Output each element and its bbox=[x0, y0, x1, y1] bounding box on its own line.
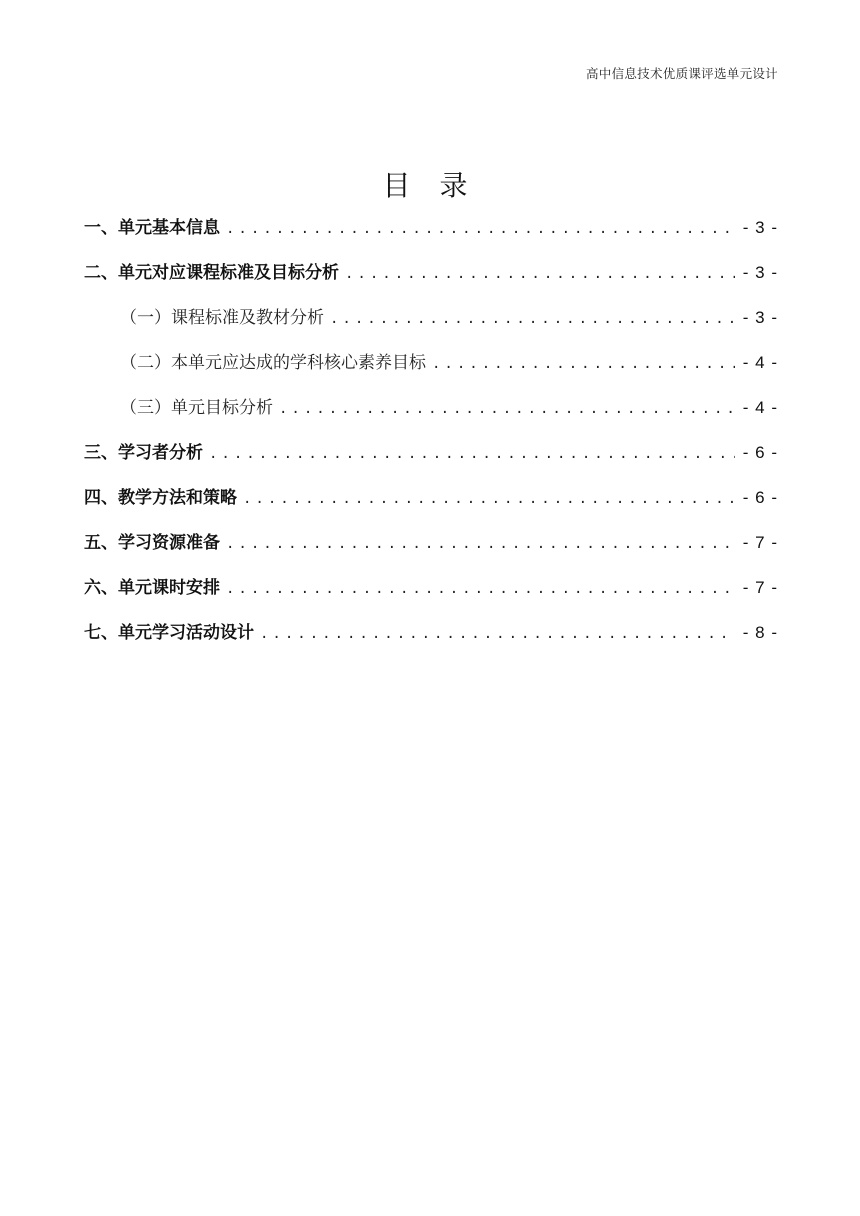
dot-leader bbox=[226, 526, 735, 562]
toc-entry-page: - 7 - bbox=[742, 578, 778, 597]
dot-leader bbox=[209, 436, 735, 472]
toc-entry-unit-basic-info[interactable] bbox=[84, 210, 778, 255]
toc-entry-label: （二）本单元应达成的学科核心素养目标 bbox=[120, 353, 426, 373]
dot-leader bbox=[226, 571, 735, 607]
toc-entry-lesson-schedule[interactable] bbox=[84, 570, 778, 615]
dot-leader bbox=[345, 256, 735, 292]
toc-entry-learning-activities[interactable] bbox=[84, 615, 778, 660]
toc-entry-page: - 6 - bbox=[742, 488, 778, 507]
dot-leader bbox=[279, 391, 735, 427]
toc-entry-label: 五、学习资源准备 bbox=[84, 533, 220, 553]
toc-entry-core-literacy-goals[interactable] bbox=[84, 345, 778, 390]
dot-leader bbox=[432, 346, 735, 382]
toc-entry-unit-goal-analysis[interactable] bbox=[84, 390, 778, 435]
running-header: 高中信息技术优质课评选单元设计 bbox=[585, 66, 778, 81]
toc-entry-label: 七、单元学习活动设计 bbox=[84, 623, 254, 643]
toc-entry-label: 六、单元课时安排 bbox=[84, 578, 220, 598]
toc-entry-label: （一）课程标准及教材分析 bbox=[120, 308, 324, 328]
toc-entry-label: 一、单元基本信息 bbox=[84, 218, 220, 238]
dot-leader bbox=[330, 301, 735, 337]
toc-entry-teaching-methods[interactable] bbox=[84, 480, 778, 525]
toc-entry-page: - 3 - bbox=[742, 308, 778, 327]
table-of-contents bbox=[84, 210, 778, 660]
toc-entry-page: - 6 - bbox=[742, 443, 778, 462]
toc-entry-page: - 3 - bbox=[742, 218, 778, 237]
toc-entry-label: 三、学习者分析 bbox=[84, 443, 203, 463]
toc-entry-page: - 8 - bbox=[742, 623, 778, 642]
toc-entry-page: - 4 - bbox=[742, 398, 778, 417]
dot-leader bbox=[260, 616, 735, 652]
toc-entry-page: - 7 - bbox=[742, 533, 778, 552]
dot-leader bbox=[226, 211, 735, 247]
toc-entry-learner-analysis[interactable] bbox=[84, 435, 778, 480]
toc-entry-page: - 3 - bbox=[742, 263, 778, 282]
toc-entry-label: 四、教学方法和策略 bbox=[84, 488, 237, 508]
toc-entry-page: - 4 - bbox=[742, 353, 778, 372]
toc-entry-label: （三）单元目标分析 bbox=[120, 398, 273, 418]
toc-entry-curriculum-standards[interactable] bbox=[84, 255, 778, 300]
toc-entry-standards-and-textbook[interactable] bbox=[84, 300, 778, 345]
toc-entry-learning-resources[interactable] bbox=[84, 525, 778, 570]
dot-leader bbox=[243, 481, 735, 517]
toc-title: 目 录 bbox=[382, 169, 478, 202]
toc-entry-label: 二、单元对应课程标准及目标分析 bbox=[84, 263, 339, 283]
